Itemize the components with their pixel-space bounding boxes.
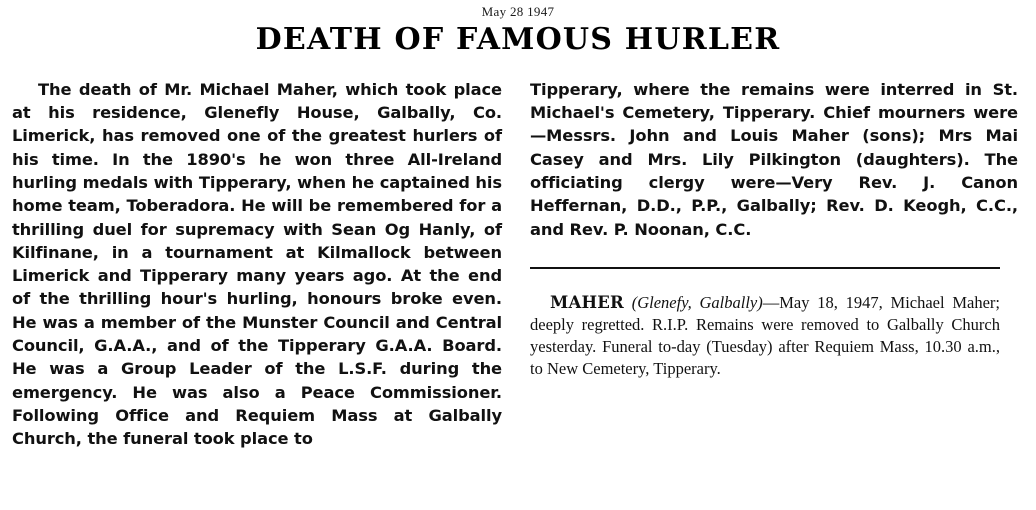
- death-notice-text: [530, 292, 1000, 380]
- death-notice-surname: MAHER: [550, 293, 624, 313]
- death-notice: [530, 267, 1000, 380]
- article-body-left: [12, 78, 502, 451]
- death-notice-address: (Glenefy, Galbally): [631, 293, 763, 313]
- publication-date: May 28 1947: [481, 4, 555, 19]
- article-columns: [0, 62, 1036, 467]
- death-notice-body: —May 18, 1947, Michael Maher; deeply regretted. R.I.P. Remains were removed to Galbally Church yesterday. Funeral to-day (Tuesday) after Requiem Mass, 10.30 a.m., to New Cemetery, Tipperary.: [530, 293, 1000, 379]
- page-title: DEATH OF FAMOUS HURLER: [255, 22, 781, 57]
- article-body-right: [530, 78, 1018, 241]
- left-column: [8, 62, 502, 467]
- right-column: [524, 62, 1018, 397]
- article-body-right-text: Tipperary, where the remains were interred in St. Michael's Cemetery, Tipperary. Chief mourners were—Messrs. John and Louis Maher (sons); Mrs Mai Casey and Mrs. Lily Pilkington (daughters). The officiating clergy were—Very Rev. J. Canon Heffernan, D.D., P.P., Galbally; Rev. D. Keogh, C.C., and Rev. P. Noonan, C.C.: [530, 79, 1018, 239]
- article-body-left-text: The death of Mr. Michael Maher, which took place at his residence, Glenefly House, Galbally, Co. Limerick, has removed one of the greatest hurlers of his time. In the 1890's he won three All-Ireland hurling medals with Tipperary, when he captained his home team, Toberadora. He will be remembered for a thrilling duel for supremacy with Sean Og Hanly, of Kilfinane, in a tournament at Kilmallock between Limerick and Tipperary many years ago. At the end of the thrilling hour's hurling, honours broke even. He was a member of the Munster Council and Central Council, G.A.A., and of the Tipperary G.A.A. Board. He was a Group Leader of the L.S.F. during the emergency. He was also a Peace Commissioner. Following Office and Requiem Mass at Galbally Church, the funeral took place to: [12, 79, 502, 449]
